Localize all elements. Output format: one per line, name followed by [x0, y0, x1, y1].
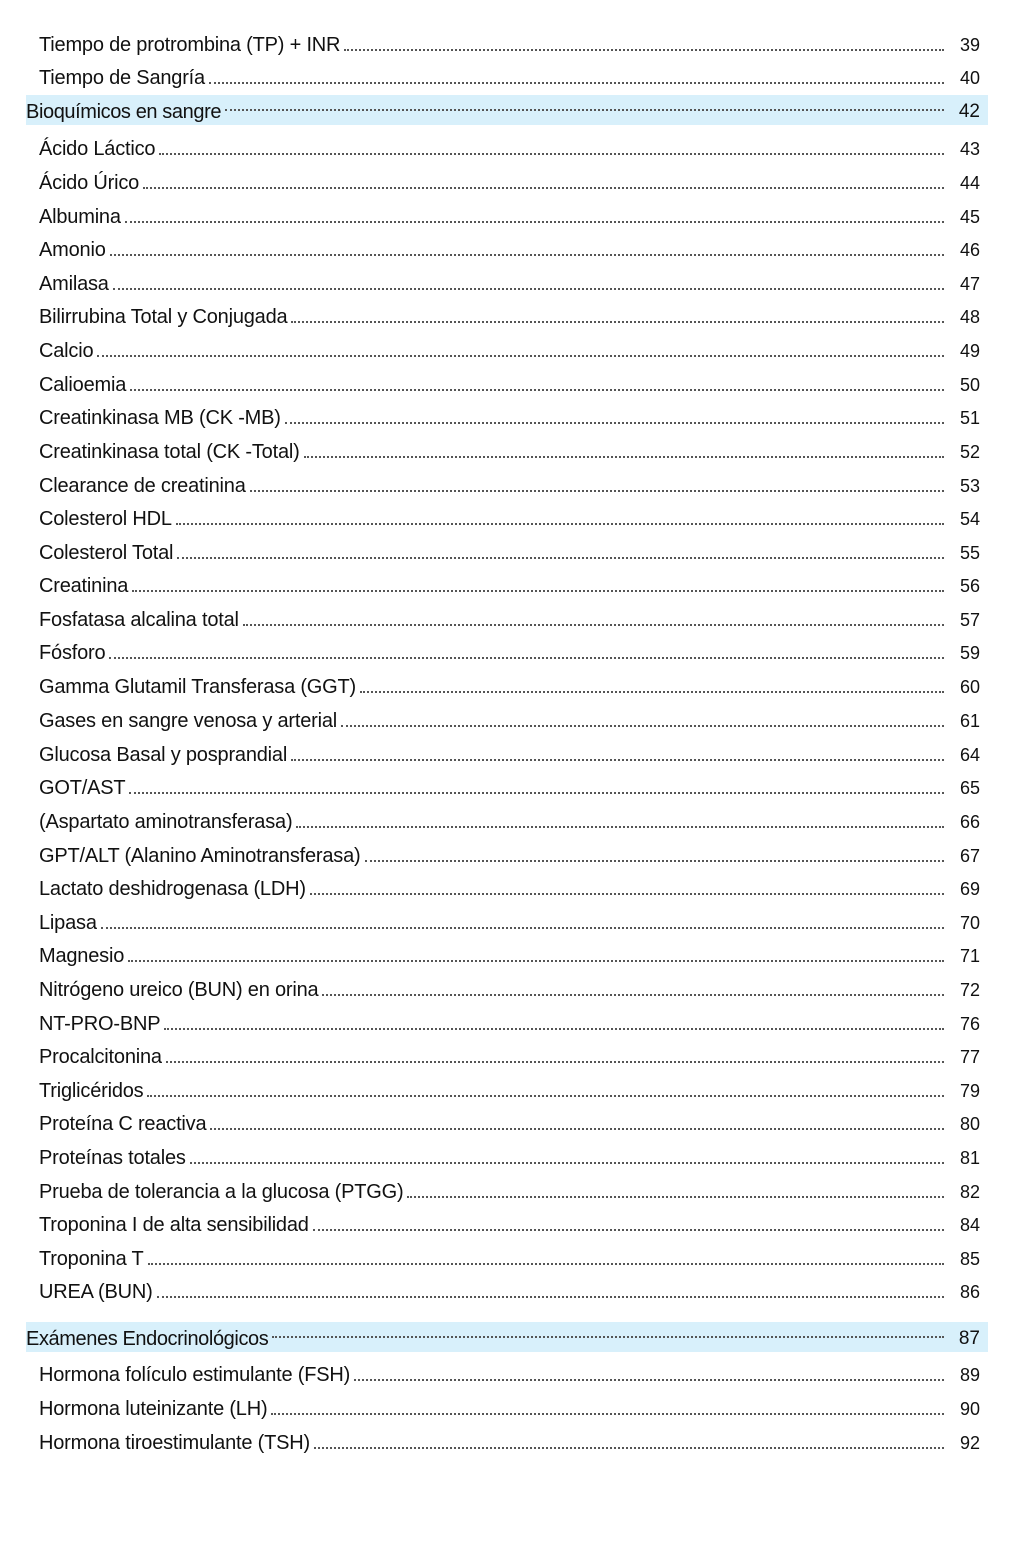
- dot-leader: [291, 320, 944, 323]
- toc-entry-label: Troponina I de alta sensibilidad: [39, 1214, 309, 1236]
- dot-leader: [296, 825, 944, 828]
- toc-entry-page-number: 47: [959, 274, 980, 294]
- toc-entry-page-number: 67: [959, 846, 980, 866]
- toc-entry-label: Ácido Láctico: [39, 138, 156, 160]
- toc-entry[interactable]: [26, 198, 988, 230]
- toc-entry-label: Magnesio: [39, 945, 125, 967]
- dot-leader: [148, 1262, 944, 1265]
- dot-leader: [110, 253, 944, 256]
- dot-leader: [310, 892, 944, 895]
- toc-entry-page-number: 77: [959, 1047, 980, 1067]
- toc-entry[interactable]: [26, 1005, 988, 1037]
- dot-leader: [304, 455, 944, 458]
- toc-entry[interactable]: [26, 769, 988, 801]
- toc-entry[interactable]: [26, 904, 988, 936]
- toc-entry-page-number: 60: [959, 677, 980, 697]
- dot-leader: [322, 993, 944, 996]
- dot-leader: [157, 1295, 944, 1298]
- toc-entry-page-number: 44: [959, 173, 980, 193]
- toc-entry-label: Procalcitonina: [39, 1046, 162, 1068]
- toc-entry-page-number: 45: [959, 207, 980, 227]
- toc-entry-label: Gamma Glutamil Transferasa (GGT): [39, 676, 356, 698]
- toc-entry-page-number: 39: [959, 35, 980, 55]
- dot-leader: [285, 421, 944, 424]
- toc-section-heading[interactable]: [26, 95, 988, 125]
- toc-entry-label: Creatinina: [39, 575, 129, 597]
- toc-entry-page-number: 50: [959, 375, 980, 395]
- toc-entry-page-number: 84: [959, 1215, 980, 1235]
- dot-leader: [130, 388, 944, 391]
- toc-entry-label: Ácido Úrico: [39, 172, 140, 194]
- toc-entry[interactable]: [26, 702, 988, 734]
- toc-entry-page-number: 89: [959, 1365, 980, 1385]
- toc-entry-label: Colesterol Total: [39, 542, 174, 564]
- toc-section-label: Bioquímicos en sangre: [26, 100, 222, 123]
- toc-entry-label: (Aspartato aminotransferasa): [39, 811, 293, 833]
- toc-entry[interactable]: [26, 298, 988, 330]
- toc-entry[interactable]: [26, 736, 988, 768]
- toc-entry[interactable]: [26, 26, 988, 58]
- toc-entry[interactable]: [26, 332, 988, 364]
- dot-leader: [101, 926, 944, 929]
- toc-entry[interactable]: [26, 1173, 988, 1205]
- toc-entry-label: GOT/AST: [39, 777, 126, 799]
- toc-entry[interactable]: [26, 399, 988, 431]
- toc-entry-page-number: 86: [959, 1282, 980, 1302]
- toc-entry-page-number: 72: [959, 980, 980, 1000]
- dot-leader: [109, 656, 944, 659]
- dot-leader: [147, 1094, 944, 1097]
- toc-entry-label: Clearance de creatinina: [39, 475, 246, 497]
- toc-entry[interactable]: [26, 130, 988, 162]
- toc-entry-page-number: 90: [959, 1399, 980, 1419]
- toc-entry-label: Troponina T: [39, 1248, 144, 1270]
- dot-leader: [143, 186, 944, 189]
- toc-entry-page-number: 56: [959, 576, 980, 596]
- toc-entry-page-number: 46: [959, 240, 980, 260]
- toc-section-page-number: 87: [958, 1327, 980, 1349]
- toc-entry-page-number: 70: [959, 913, 980, 933]
- toc-entry-label: GPT/ALT (Alanino Aminotransferasa): [39, 845, 361, 867]
- toc-entry-page-number: 65: [959, 778, 980, 798]
- dot-leader: [97, 354, 944, 357]
- toc-entry-label: Amilasa: [39, 273, 109, 295]
- toc-entry-label: Lactato deshidrogenasa (LDH): [39, 878, 306, 900]
- toc-entry-label: Hormona luteinizante (LH): [39, 1398, 268, 1420]
- toc-entry-page-number: 40: [959, 68, 980, 88]
- toc-section-label: Exámenes Endocrinológicos: [26, 1327, 269, 1350]
- toc-entry[interactable]: [26, 265, 988, 297]
- toc-section-heading[interactable]: [26, 1322, 988, 1352]
- dot-leader: [210, 1127, 944, 1130]
- toc-entry[interactable]: [26, 870, 988, 902]
- toc-entry-page-number: 49: [959, 341, 980, 361]
- dot-leader: [225, 108, 944, 111]
- toc-entry-page-number: 81: [959, 1148, 980, 1168]
- toc-entry-label: Creatinkinasa total (CK -Total): [39, 441, 300, 463]
- toc-entry-label: Proteínas totales: [39, 1147, 186, 1169]
- toc-entry[interactable]: [26, 1139, 988, 1171]
- toc-entry-label: Triglicéridos: [39, 1080, 144, 1102]
- dot-leader: [129, 791, 944, 794]
- dot-leader: [365, 859, 945, 862]
- dot-leader: [407, 1195, 944, 1198]
- toc-entry-page-number: 54: [959, 509, 980, 529]
- toc-entry[interactable]: [26, 937, 988, 969]
- toc-entry[interactable]: [26, 467, 988, 499]
- toc-entry-label: Bilirrubina Total y Conjugada: [39, 306, 288, 328]
- toc-entry-page-number: 59: [959, 643, 980, 663]
- toc-entry[interactable]: [26, 837, 988, 869]
- toc-entry-label: Nitrógeno ureico (BUN) en orina: [39, 979, 319, 1001]
- dot-leader: [272, 1335, 944, 1338]
- toc-entry-page-number: 64: [959, 745, 980, 765]
- toc-entry-page-number: 48: [959, 307, 980, 327]
- dot-leader: [128, 959, 944, 962]
- dot-leader: [354, 1378, 944, 1381]
- toc-entry[interactable]: [26, 231, 988, 263]
- toc-entry[interactable]: [26, 164, 988, 196]
- toc-entry[interactable]: [26, 1356, 988, 1388]
- toc-entry-label: Prueba de tolerancia a la glucosa (PTGG): [39, 1181, 404, 1203]
- toc-entry[interactable]: [26, 1072, 988, 1104]
- dot-leader: [209, 81, 944, 84]
- toc-entry-page-number: 76: [959, 1014, 980, 1034]
- toc-entry[interactable]: [26, 601, 988, 633]
- dot-leader: [132, 589, 944, 592]
- toc-entry[interactable]: [26, 1105, 988, 1137]
- toc-entry-page-number: 85: [959, 1249, 980, 1269]
- toc-entry[interactable]: [26, 567, 988, 599]
- toc-entry-label: Fosfatasa alcalina total: [39, 609, 239, 631]
- dot-leader: [166, 1060, 944, 1063]
- toc-entry-page-number: 92: [959, 1433, 980, 1453]
- dot-leader: [344, 48, 944, 51]
- toc-entry-label: Fósforo: [39, 642, 106, 664]
- toc-entry-label: Calcio: [39, 340, 94, 362]
- toc-entry-label: Amonio: [39, 239, 106, 261]
- toc-entry-label: Calioemia: [39, 374, 127, 396]
- dot-leader: [243, 623, 944, 626]
- toc-entry[interactable]: [26, 803, 988, 835]
- dot-leader: [250, 489, 944, 492]
- toc-entry[interactable]: [26, 59, 988, 91]
- toc-entry-page-number: 66: [959, 812, 980, 832]
- toc-entry-label: Hormona folículo estimulante (FSH): [39, 1364, 351, 1386]
- toc-entry[interactable]: [26, 1273, 988, 1305]
- toc-entry-label: Hormona tiroestimulante (TSH): [39, 1432, 310, 1454]
- toc-entry[interactable]: [26, 1240, 988, 1272]
- toc-entry-label: Proteína C reactiva: [39, 1113, 207, 1135]
- toc-entry-page-number: 71: [959, 946, 980, 966]
- dot-leader: [125, 220, 944, 223]
- toc-entry-page-number: 80: [959, 1114, 980, 1134]
- toc-entry-label: Glucosa Basal y posprandial: [39, 744, 288, 766]
- dot-leader: [271, 1412, 944, 1415]
- dot-leader: [314, 1446, 944, 1449]
- toc-entry-page-number: 82: [959, 1182, 980, 1202]
- toc-entry-label: Colesterol HDL: [39, 508, 172, 530]
- dot-leader: [190, 1161, 944, 1164]
- dot-leader: [164, 1027, 944, 1030]
- toc-entry-label: NT-PRO-BNP: [39, 1013, 161, 1035]
- toc-entry-label: Tiempo de protrombina (TP) + INR: [39, 34, 341, 56]
- dot-leader: [177, 556, 944, 559]
- toc-entry[interactable]: [26, 634, 988, 666]
- dot-leader: [291, 758, 944, 761]
- toc-entry-label: Creatinkinasa MB (CK -MB): [39, 407, 281, 429]
- toc-entry[interactable]: [26, 971, 988, 1003]
- toc-entry[interactable]: [26, 534, 988, 566]
- dot-leader: [313, 1228, 944, 1231]
- toc-entry[interactable]: [26, 1390, 988, 1422]
- toc-entry-label: Albumina: [39, 206, 121, 228]
- toc-entry-page-number: 43: [959, 139, 980, 159]
- toc-entry-page-number: 53: [959, 476, 980, 496]
- dot-leader: [159, 152, 944, 155]
- dot-leader: [341, 724, 944, 727]
- toc-entry-page-number: 52: [959, 442, 980, 462]
- dot-leader: [113, 287, 944, 290]
- toc-entry-label: Tiempo de Sangría: [39, 67, 205, 89]
- toc-entry[interactable]: [26, 668, 988, 700]
- toc-entry-page-number: 57: [959, 610, 980, 630]
- toc-entry-label: UREA (BUN): [39, 1281, 153, 1303]
- toc-entry-page-number: 55: [959, 543, 980, 563]
- toc-entry[interactable]: [26, 500, 988, 532]
- toc-entry[interactable]: [26, 1424, 988, 1456]
- toc-entry[interactable]: [26, 1038, 988, 1070]
- toc-entry[interactable]: [26, 366, 988, 398]
- toc-entry-label: Gases en sangre venosa y arterial: [39, 710, 338, 732]
- toc-entry-page-number: 61: [959, 711, 980, 731]
- toc-entry[interactable]: [26, 433, 988, 465]
- dot-leader: [176, 522, 944, 525]
- toc-entry[interactable]: [26, 1206, 988, 1238]
- toc-entry-label: Lipasa: [39, 912, 97, 934]
- dot-leader: [360, 690, 944, 693]
- toc-entry-page-number: 79: [959, 1081, 980, 1101]
- toc-entry-page-number: 69: [959, 879, 980, 899]
- toc-entry-page-number: 51: [959, 408, 980, 428]
- toc-section-page-number: 42: [958, 100, 980, 122]
